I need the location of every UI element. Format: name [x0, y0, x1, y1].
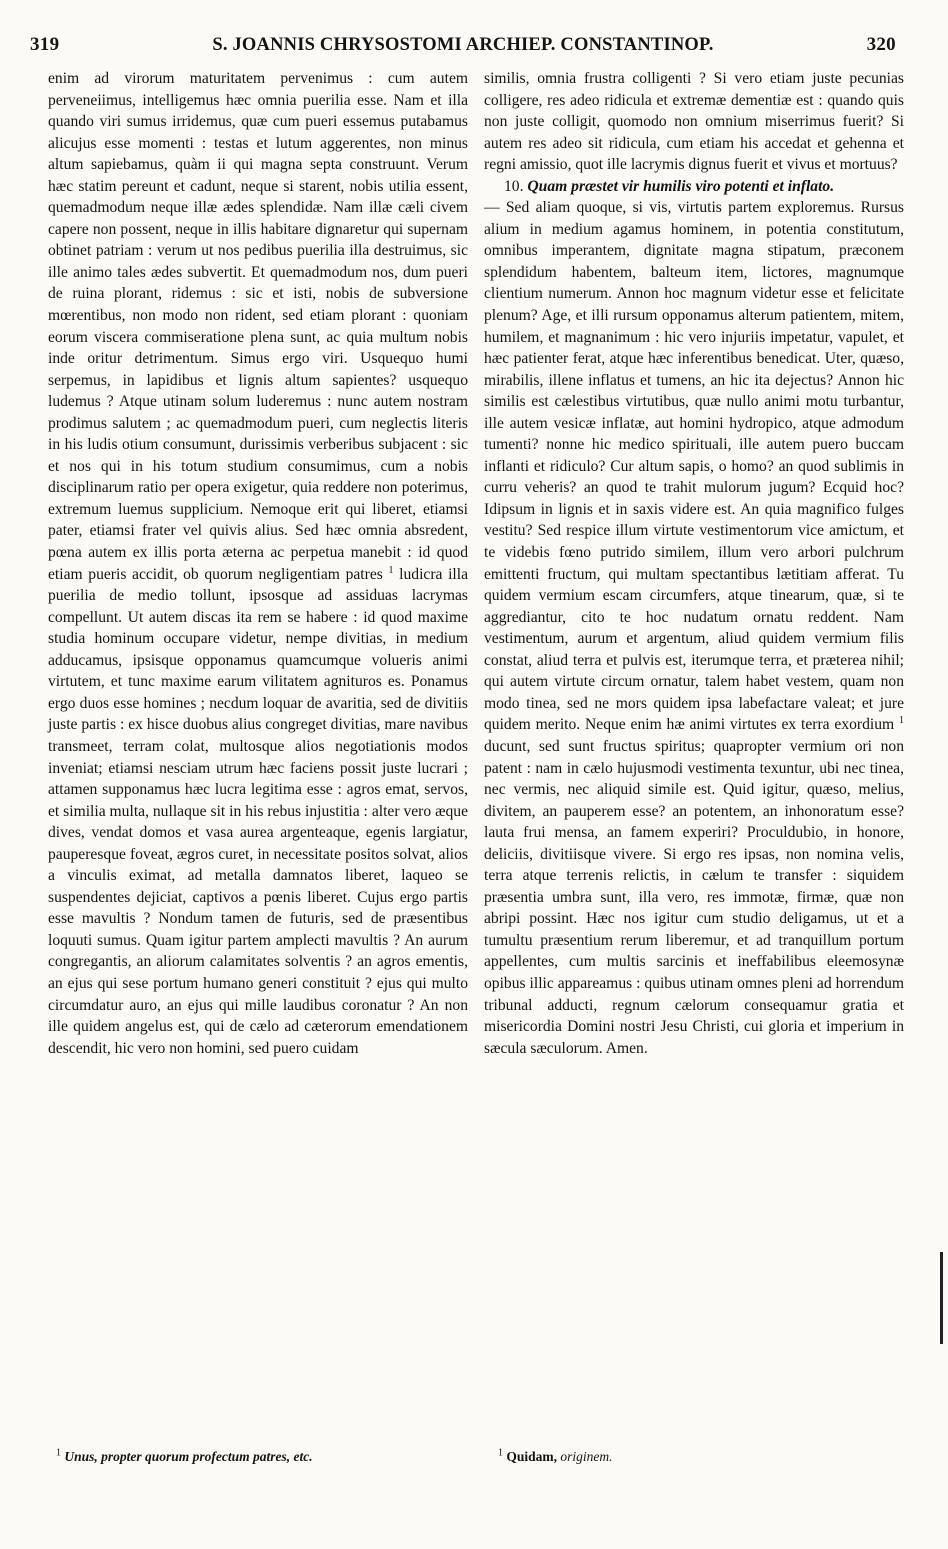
left-paragraph: [48, 68, 468, 1059]
footnote-text-b: originem.: [560, 1449, 613, 1464]
running-header: [30, 34, 896, 62]
right-column: [484, 68, 904, 1059]
footnote-text: Unus, propter quorum profectum patres, etc.: [64, 1449, 313, 1464]
footnote-reference: 1: [388, 564, 394, 576]
left-page-number: 319: [30, 34, 60, 55]
left-paragraph-text: enim ad virorum maturitatem pervenimus : cum autem perveneiimus, intelligemus hæc omnia puerilia esse. Nam et illa quando viri sumus irridemus, quæ cum pueri essemus putabamus alicujus esse momenti : testas et lutum aggerentes, non minus altum sapiebamus, quàm ii qui magna septa construunt. Verum hæc statim pereunt et cadunt, neque si starent, nobis utilia essent, quemadmodum neque illæ ædes splendidæ. Nam illæ cæli civem capere non possent, neque in illis habitare dignaretur qui supernam obtinet patriam : verum ut nos pedibus puerilia illa destruimus, sic ille animo tales ædes subvertit. Et quemadmodum nos, dum pueri de ruina plorant, ridemus : sic et isti, nobis de subversione mœrentibus, non modo non rident, sed etiam plorant : quoniam eorum viscera commiseratione plena sunt, ac quia multum nobis inde oritur detrimentum. Simus ergo viri. Usquequo humi serpemus, in lapidibus et lignis altum sapientes? usquequo ludemus ? Atque utinam solum luderemus : nunc autem nostram prodimus salutem ; ac quemadmodum pueri, cum neglectis literis in his ludis otium consumunt, durissimis verberibus subjacent : sic et nos qui in his totum studium consumimus, cum a nobis disciplinarum ratio per opera exigetur, quia reddere non poterimus, extremum luemus supplicium. Nemoque erit qui liberet, etiamsi pater, etiamsi frater vel quivis alius. Sed hæc omnia absredent, pœna autem ex illis porta æterna ac perpetua manebit : id quod etiam pueris accidit, ob quorum negligentiam patres: [48, 70, 468, 583]
section-title: Quam præstet vir humilis viro potenti et inflato.: [527, 177, 835, 195]
footnote-text-a: Quidam,: [506, 1449, 558, 1464]
section-number: 10.: [504, 177, 524, 195]
right-paragraph-2-text: — Sed aliam quoque, si vis, virtutis partem exploremus. Rursus alium in medium agamus hominem, in potentia constitutum, omnibus imperantem, dignitate magna stipatum, præconem splendidum habentem, balteum item, lictores, magnumque clientium numerum. Annon hoc magnum videtur esse et felicitate plenum? Age, et illi rursum opponamus alterum patientem, mitem, humilem, et magnanimum : hic vero injuriis impetatur, vapulet, et hæc patienter ferat, atque hæc inferentibus benedicat. Uter, quæso, mirabilis, illene inflatus et tumens, an hic ita dejectus? Annon hic similis est cælestibus virtutibus, quæ nullo animi motu turbantur, ille autem vesicæ inflatæ, aut homini hydropico, atque admodum tumenti? nonne hic medico spirituali, ille autem puero buccam inflanti et ridiculo? Cur altum sapis, o homo? an quod sublimis in curru veheris? an quod te trahit mulorum jugum? Ecquid hoc? Idipsum in lignis et in saxis videre est. An quia magnifico fulges vestitu? Sed respice illum virtute vestimentorum vice amictum, et te videbis fœno putrido similem, illum vero arbori pulchrum emittenti fructum, qui multam spectantibus lætitiam afferat. Tu quidem vermium escam circumfers, atque tinearum, quæ, si te aggrediantur, cito te hoc nudatum ornatu reddent. Nam vestimentum, aurum et argentum, aliud quidem vermium filis constat, aliud terra et pulvis est, iterumque terra, et præterea nihil; qui autem virtute circum ornatur, talem habet vestem, quam non modo tinea, sed ne mors quidem ipsa labefactare valeat; et jure quidem merito. Neque enim hæ animi virtutes ex terra exordium: [484, 199, 904, 734]
left-footnote: [56, 1448, 313, 1466]
right-paragraph-1: similis, omnia frustra colligenti ? Si vero etiam juste pecunias colligere, res adeo ridicula et extremæ dementiæ est : quando quis non juste colligit, quomodo non omnium miserrimus fuerit? Si autem res adeo sit ridicula, cum etiam his accedat et gehenna et regni amissio, quot ille lacrymis dignus fuerit et vivus et mortuus?: [484, 70, 904, 174]
margin-rule: [940, 1252, 943, 1344]
footnote-reference: 1: [899, 715, 904, 727]
left-column: [48, 68, 468, 1059]
right-page-number: 320: [866, 34, 896, 55]
right-paragraph-2: [484, 197, 904, 1059]
left-paragraph-text-cont: ludicra illa puerilia de medio tollunt, ipsosque ad assiduas lacrymas compellunt. Ut autem discas ita rem se habere : id quod maxime studia hominum occupare videtur, nempe divitias, in medium adducamus, ipsisque opponamus quamcumque volueris animi virtutem, et tunc maxime earum vilitatem agnituros es. Ponamus ergo duos esse homines ; necdum loquar de avaritia, sed de divitiis juste partis : ex hisce duobus alius congreget divitias, mare navibus transmeet, terram colat, multosque alios negotiationis modos inveniat; etiamsi nesciam utrum hæc faciens possit juste lucrari ; attamen supponamus hæc lucra legitima esse : agros emat, servos, et similia multa, nullaque sit in his rebus injustitia : alter vero æque dives, vendat domos et vasa aurea argenteaque, egenis largiatur, pauperesque foveat, ægros curet, in necessitate positos solvat, alios a vinculis eximat, ad metalla damnatos liberet, laqueo se suspendentes dejiciat, captivos a pœnis liberet. Cujus ergo partis esse mavultis ? Nondum tamen de futuris, sed de præsentibus loquuti sumus. Quam igitur partem amplecti mavultis ? An aurum congregantis, an aliorum calamitates solventis ? an agros ementis, an ejus qui sese portum humano generi constituit ? ejus qui multo circumdatur auro, an ejus qui mille laudibus coronatur ? An non ille quidem angelus est, qui de cælo ad cæterorum emendationem descendit, hic vero non homini, sed puero cuidam: [48, 565, 468, 1057]
right-paragraph-2-text-cont: ducunt, sed sunt fructus spiritus; quapropter vermium ori non patent : nam in cælo hujusmodi vestimenta texuntur, ubi nec tinea, nec vermis, nec aliquid simile est. Quid igitur, quæso, melius, divitem, an pauperem esse? an potentem, an inhonoratum esse? lauta frui mensa, an famem experiri? Proculdubio, in honore, deliciis, divitiisque vivere. Si ergo res ipsas, non nomina velis, terra atque terrenis relictis, in cælum te transfer : siquidem præsentia umbra sunt, illa vero, res immotæ, firmæ, quæ non abripi possint. Hæc nos igitur cum studio deligamus, ut et a tumultu præsentium rerum liberemur, et ad tranquillum portum appellentes, cum multis sarcinis et ineffabilibus eleemosynæ opibus illic appareamus : quibus utinam omnes pleni ad horrendum tribunal adducti, regnum cælorum consequamur gratia et misericordia Domini nostri Jesu Christi, cui gloria et imperium in sæcula sæculorum. Amen.: [484, 737, 904, 1057]
footnote-mark: 1: [498, 1447, 503, 1459]
running-title: S. JOANNIS CHRYSOSTOMI ARCHIEP. CONSTANTINOP.: [212, 35, 714, 55]
section-heading: [484, 176, 904, 198]
footnote-mark: 1: [56, 1447, 61, 1459]
right-footnote: [498, 1448, 613, 1466]
